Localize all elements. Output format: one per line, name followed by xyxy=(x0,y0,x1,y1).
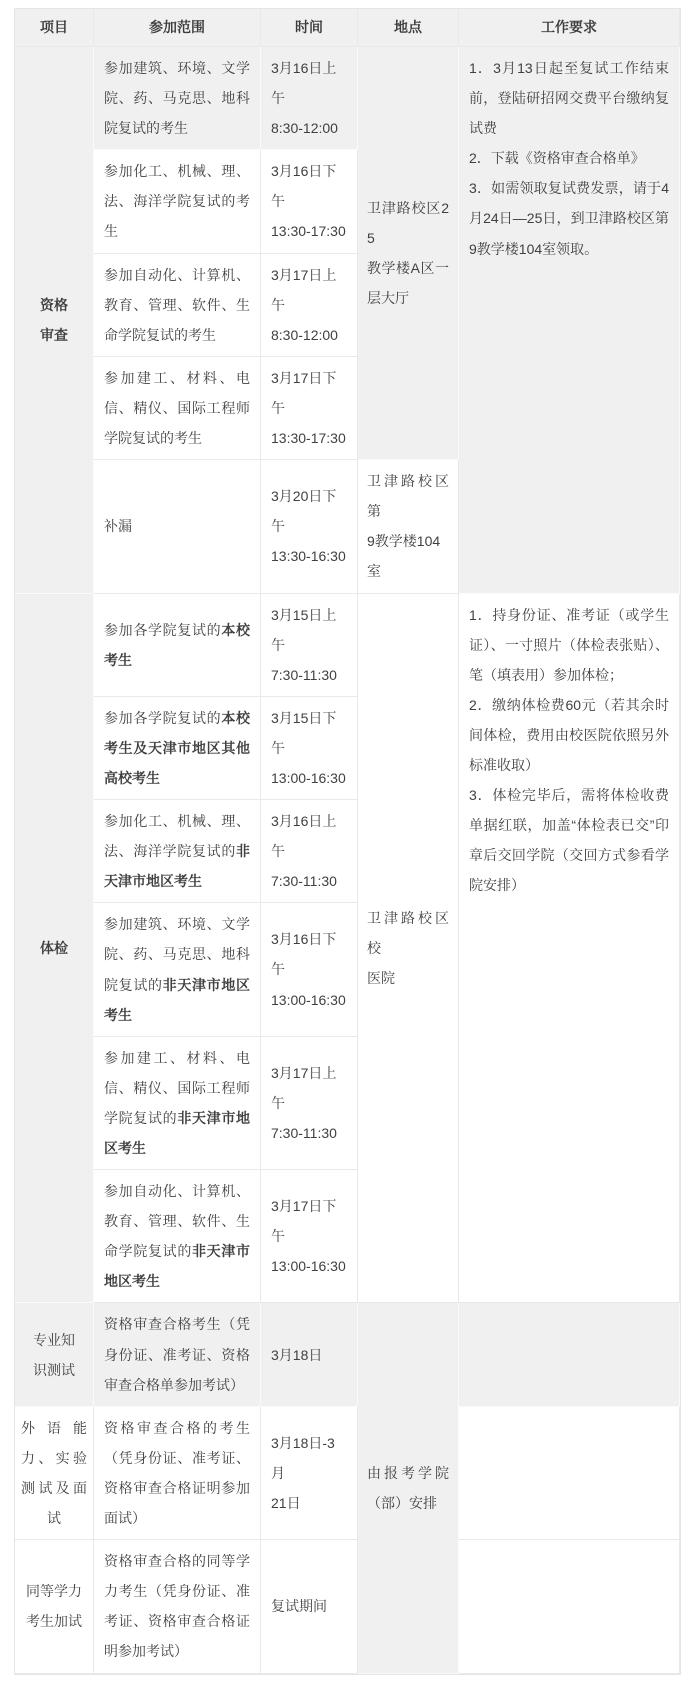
scope-text-bold: 非天津市地区考生 xyxy=(104,1109,251,1156)
time-line: 3月16日上午 xyxy=(271,813,337,860)
header-cell-time: 时间 xyxy=(261,9,358,47)
scope-text: 参加化工、机械、理、法、海洋学院复试的 xyxy=(104,813,250,860)
section-label-language-interview xyxy=(15,1407,94,1540)
cell-time xyxy=(261,1170,358,1303)
scope-text-bold: 非天津市地区考生 xyxy=(104,976,251,1023)
cell-scope: 参加化工、机械、理、法、海洋学院复试的考生 xyxy=(94,150,261,253)
section-label-line: 力、实验 xyxy=(21,1449,87,1466)
cell-time xyxy=(261,460,358,593)
time-line: 3月18日 xyxy=(271,1346,323,1363)
header-cell-location: 地点 xyxy=(358,9,459,47)
table-row xyxy=(15,1540,680,1673)
time-line: 13:30-16:30 xyxy=(271,548,346,565)
cell-time xyxy=(261,1037,358,1170)
scope-text: 参加各学院复试的 xyxy=(104,621,222,638)
header-cell-scope: 参加范围 xyxy=(94,9,261,47)
cell-scope: 参加建筑、环境、文学院、药、马克思、地科院复试的考生 xyxy=(94,47,261,150)
cell-time xyxy=(261,47,358,150)
review-schedule-table xyxy=(14,8,681,1675)
time-line: 13:30-17:30 xyxy=(271,430,346,447)
time-line: 8:30-12:00 xyxy=(271,326,338,343)
scope-text-bold: 本校考生及天津市地区其他高校考生 xyxy=(104,709,251,786)
section-label-line: 外语能 xyxy=(21,1419,87,1436)
time-line: 7:30-11:30 xyxy=(271,666,337,683)
cell-scope: 参加建工、材料、电信、精仪、国际工程师学院复试的考生 xyxy=(94,357,261,460)
cell-scope: 资格审查合格的考生（凭身份证、准考证、资格审查合格证明参加面试） xyxy=(94,1407,261,1540)
cell-requirements-physical-exam xyxy=(459,594,680,1304)
location-line: （部）安排 xyxy=(367,1494,437,1511)
cell-time xyxy=(261,800,358,903)
location-line: 卫津路校区25 xyxy=(367,199,449,246)
scope-text: 参加自动化、计算机、教育、管理、软件、生命学院复试的 xyxy=(104,1183,250,1260)
scope-text-bold: 非天津市地区考生 xyxy=(104,843,250,890)
cell-time xyxy=(261,594,358,697)
cell-time xyxy=(261,697,358,800)
time-line: 3月15日下午 xyxy=(271,709,337,756)
time-line: 13:00-16:30 xyxy=(271,991,346,1008)
cell-time xyxy=(261,1540,358,1673)
cell-scope: 补漏 xyxy=(94,460,261,593)
section-label-line: 考生加试 xyxy=(26,1613,82,1630)
cell-requirements-qualification xyxy=(459,47,680,594)
time-line: 3月15日上午 xyxy=(271,606,337,653)
cell-scope xyxy=(94,697,261,800)
cell-scope xyxy=(94,594,261,697)
location-line: 卫津路校区校 xyxy=(367,909,449,956)
time-line: 3月17日下午 xyxy=(271,369,337,416)
cell-time xyxy=(261,357,358,460)
time-line: 7:30-11:30 xyxy=(271,1124,337,1141)
cell-scope xyxy=(94,1037,261,1170)
cell-scope: 资格审查合格的同等学力考生（凭身份证、准考证、资格审查合格证明参加考试） xyxy=(94,1540,261,1673)
cell-requirements-empty xyxy=(459,1303,680,1406)
header-row xyxy=(15,9,680,47)
header-cell-item: 项目 xyxy=(15,9,94,47)
time-line: 7:30-11:30 xyxy=(271,873,337,890)
time-line: 13:00-16:30 xyxy=(271,769,346,786)
section-label-equivalent-degree-test xyxy=(15,1540,94,1673)
requirement-item: 3．体检完毕后，需将体检收费单据红联，加盖“体检表已交”印章后交回学院（交回方式参看学院安排） xyxy=(469,787,669,894)
section-label-line: 资格 xyxy=(40,296,68,313)
cell-location-building25 xyxy=(358,47,459,460)
cell-time xyxy=(261,150,358,253)
time-line: 3月17日下午 xyxy=(271,1198,337,1245)
cell-location-by-college xyxy=(358,1303,459,1673)
table-row xyxy=(15,594,680,697)
time-line: 3月20日下午 xyxy=(271,488,337,535)
header-cell-requirements: 工作要求 xyxy=(459,9,680,47)
cell-location-hospital xyxy=(358,594,459,1304)
location-line: 9教学楼104室 xyxy=(367,533,441,580)
time-line: 3月17日上午 xyxy=(271,1064,337,1111)
cell-requirements-empty xyxy=(459,1540,680,1673)
scope-text: 参加各学院复试的 xyxy=(104,709,222,726)
cell-time xyxy=(261,1303,358,1406)
time-line: 13:30-17:30 xyxy=(271,223,346,240)
scope-text-bold: 本校考生 xyxy=(104,621,251,668)
requirement-item: 1．持身份证、准考证（或学生证）、一寸照片（体检表张贴）、笔（填表用）参加体检； xyxy=(469,606,669,683)
section-label-qualification-review xyxy=(15,47,94,594)
scope-text: 参加建工、材料、电信、精仪、国际工程师学院复试的 xyxy=(104,1049,250,1126)
location-line: 层大厅 xyxy=(367,290,409,307)
requirement-item: 2．下载《资格审查合格单》 xyxy=(469,150,645,167)
time-line: 13:00-16:30 xyxy=(271,1258,346,1275)
section-label-line: 审查 xyxy=(40,326,68,343)
cell-scope xyxy=(94,800,261,903)
requirement-item: 2．缴纳体检费60元（若其余时间体检，费用由校医院依照另外标准收取） xyxy=(469,696,669,773)
section-label-line: 专业知 xyxy=(33,1331,75,1348)
location-line: 由报考学院 xyxy=(367,1464,449,1481)
cell-time xyxy=(261,903,358,1036)
cell-scope xyxy=(94,903,261,1036)
requirement-item: 3．如需领取复试费发票，请于4月24日—25日，到卫津路校区第9教学楼104室领取。 xyxy=(469,180,669,257)
cell-scope: 参加自动化、计算机、教育、管理、软件、生命学院复试的考生 xyxy=(94,254,261,357)
scope-text-bold: 非天津市地区考生 xyxy=(104,1243,250,1290)
section-label-line: 体检 xyxy=(40,939,68,956)
time-line: 3月18日-3月 xyxy=(271,1434,335,1481)
cell-requirements-empty xyxy=(459,1407,680,1540)
cell-location-building9 xyxy=(358,460,459,593)
cell-scope: 资格审查合格考生（凭身份证、准考证、资格审查合格单参加考试） xyxy=(94,1303,261,1406)
cell-time xyxy=(261,254,358,357)
time-line: 复试期间 xyxy=(271,1598,327,1615)
cell-scope xyxy=(94,1170,261,1303)
requirement-item: 1．3月13日起至复试工作结束前，登陆研招网交费平台缴纳复试费 xyxy=(469,60,669,137)
location-line: 教学楼A区一 xyxy=(367,260,449,277)
time-line: 3月16日下午 xyxy=(271,931,337,978)
section-label-line: 同等学力 xyxy=(26,1583,82,1600)
scope-text: 参加建筑、环境、文学院、药、马克思、地科院复试的 xyxy=(104,916,250,993)
table-row xyxy=(15,47,680,150)
location-line: 卫津路校区第 xyxy=(367,473,449,520)
location-line: 医院 xyxy=(367,970,395,987)
section-label-line: 测试及面 xyxy=(21,1479,87,1496)
section-label-knowledge-test xyxy=(15,1303,94,1406)
cell-time xyxy=(261,1407,358,1540)
time-line: 3月16日下午 xyxy=(271,163,337,210)
time-line: 8:30-12:00 xyxy=(271,120,338,137)
time-line: 21日 xyxy=(271,1494,301,1511)
section-label-physical-exam xyxy=(15,594,94,1304)
table-row xyxy=(15,1303,680,1406)
time-line: 3月16日上午 xyxy=(271,60,337,107)
section-label-line: 识测试 xyxy=(33,1361,75,1378)
table-row xyxy=(15,1407,680,1540)
time-line: 3月17日上午 xyxy=(271,266,337,313)
section-label-line: 试 xyxy=(47,1510,61,1527)
